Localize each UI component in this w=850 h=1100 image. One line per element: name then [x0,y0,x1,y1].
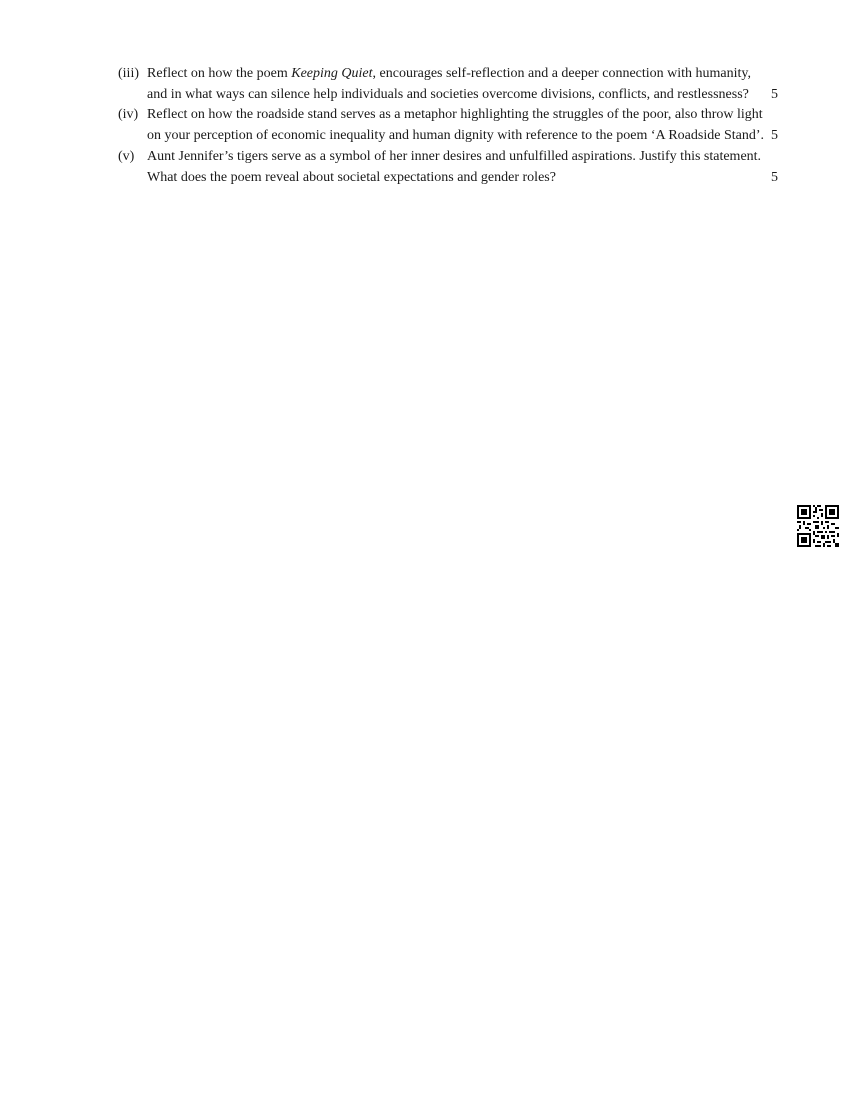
question-number: (iv) [118,107,139,123]
question-text: Aunt Jennifer’s tigers serve as a symbol of her inner desires and unfulfilled aspirations. Justify this statement. What does the poem reveal about societal expectations and gender roles? [147,148,762,185]
question-number: (v) [118,148,135,164]
question-list [118,64,778,188]
qr-code-icon [797,505,839,547]
question-iv [118,105,778,146]
question-v [118,147,778,188]
question-text [147,64,778,105]
question-iii [118,64,778,105]
question-marks: 5 [771,128,778,144]
question-text: Reflect on how the roadside stand serves as a metaphor highlighting the struggles of the poor, also throw light on your perception of economic inequality and human dignity with reference to the poem ‘A Roadside Stand’. [147,107,764,144]
poem-title: Keeping Quiet [291,66,373,81]
question-marks: 5 [771,169,778,185]
question-number: (iii) [118,66,139,81]
question-text-end: , encourages self-reflection and a deeper connection with humanity, and in what ways can silence help individuals and societies overcome divisions, conflicts, and restlessness? [147,66,752,102]
question-text-start: Reflect on how the poem [147,66,292,81]
question-marks: 5 [771,86,778,102]
